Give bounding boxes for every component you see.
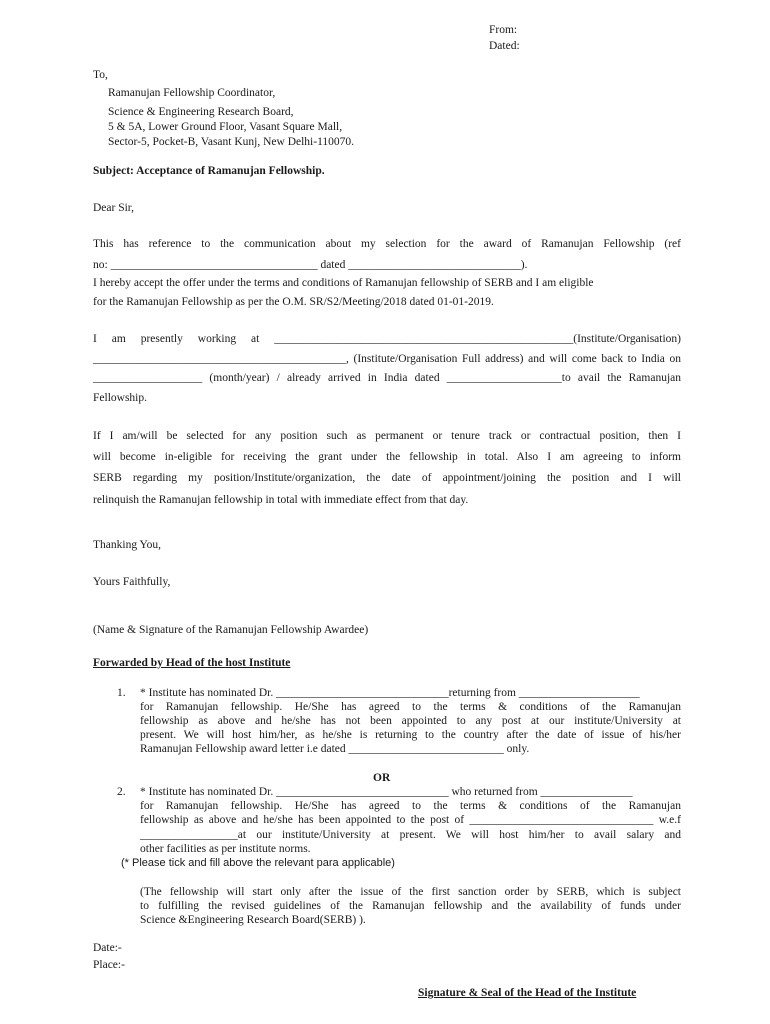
forwarded-heading: Forwarded by Head of the host Institute — [93, 657, 291, 669]
item2-line: _________________at our institute/University at present. We will host him/her to avail salary and — [140, 829, 681, 841]
item2-line: for Ramanujan fellowship. He/She has agreed to the terms & conditions of the Ramanujan — [140, 800, 681, 812]
place-label: Place:- — [93, 959, 125, 971]
para3-line: will become in-eligible for receiving the grant under the fellowship in total. Also I am agreeing to inform — [93, 451, 681, 463]
to-label: To, — [93, 69, 108, 81]
para1-line: for the Ramanujan Fellowship as per the O.M. SR/S2/Meeting/2018 dated 01-01-2019. — [93, 296, 494, 308]
address-line: Science & Engineering Research Board, — [108, 106, 294, 118]
dated-label: Dated: — [489, 40, 520, 52]
yours-faithfully: Yours Faithfully, — [93, 576, 171, 588]
para1-line: This has reference to the communication about my selection for the award of Ramanujan Fellowship (ref — [93, 238, 681, 250]
item1-line: fellowship as above and he/she has not been appointed to any post at our institute/University at — [140, 715, 681, 727]
subject-line: Subject: Acceptance of Ramanujan Fellowship. — [93, 165, 325, 177]
item1-line: present. We will host him/her, as he/she is returning to the country after the date of issue of his/her — [140, 729, 681, 741]
address-line: 5 & 5A, Lower Ground Floor, Vasant Square Mall, — [108, 121, 343, 133]
item2-line: other facilities as per institute norms. — [140, 843, 311, 855]
fellowship-note-line: Science &Engineering Research Board(SERB) ). — [140, 914, 366, 926]
awardee-name-signature: (Name & Signature of the Ramanujan Fellowship Awardee) — [93, 624, 369, 636]
from-label: From: — [489, 24, 518, 36]
item1-line: Ramanujan Fellowship award letter i.e dated ___________________________ only. — [140, 743, 530, 755]
address-line: Ramanujan Fellowship Coordinator, — [108, 87, 276, 99]
para2-line: I am presently working at ____________________________________________________(Institute/Organisation) — [93, 333, 681, 345]
para3-line: If I am/will be selected for any position such as permanent or tenure track or contractual position, then I — [93, 430, 681, 442]
item2-number: 2. — [117, 786, 126, 798]
item1-number: 1. — [117, 687, 126, 699]
or-separator: OR — [373, 772, 391, 784]
tick-note: (* Please tick and fill above the relevant para applicable) — [121, 857, 395, 869]
para3-line: relinquish the Ramanujan fellowship in total with immediate effect from that day. — [93, 494, 469, 506]
item2-line: * Institute has nominated Dr. ______________________________ who returned from ________________ — [140, 786, 633, 798]
para2-line: Fellowship. — [93, 392, 147, 404]
address-line: Sector-5, Pocket-B, Vasant Kunj, New Delhi-110070. — [108, 136, 355, 148]
fellowship-note-line: to fulfilling the revised guidelines of the Ramanujan fellowship and the availability of funds under — [140, 900, 681, 912]
thanking-you: Thanking You, — [93, 539, 162, 551]
para2-line: ___________________ (month/year) / already arrived in India dated ____________________to avail the Ramanujan — [93, 372, 681, 384]
fellowship-note-line: (The fellowship will start only after the issue of the first sanction order by SERB, which is subject — [140, 886, 681, 898]
para2-line: ____________________________________________, (Institute/Organisation Full address) and will come back to India on — [93, 353, 681, 365]
salutation: Dear Sir, — [93, 202, 135, 214]
date-label: Date:- — [93, 942, 122, 954]
para3-line: SERB regarding my position/Institute/organization, the date of appointment/joining the position and I will — [93, 472, 681, 484]
item1-line: * Institute has nominated Dr. ______________________________returning from _____________________ — [140, 687, 640, 699]
para1-line: no: ____________________________________ dated ______________________________). — [93, 259, 528, 271]
head-signature-seal: Signature & Seal of the Head of the Institute — [418, 987, 637, 999]
item1-line: for Ramanujan fellowship. He/She has agreed to the terms & conditions of the Ramanujan — [140, 701, 681, 713]
para1-line: I hereby accept the offer under the terms and conditions of Ramanujan fellowship of SERB and I am eligible — [93, 277, 594, 289]
item2-line: fellowship as above and he/she has been appointed to the post of ________________________________ w.e.f — [140, 814, 681, 826]
